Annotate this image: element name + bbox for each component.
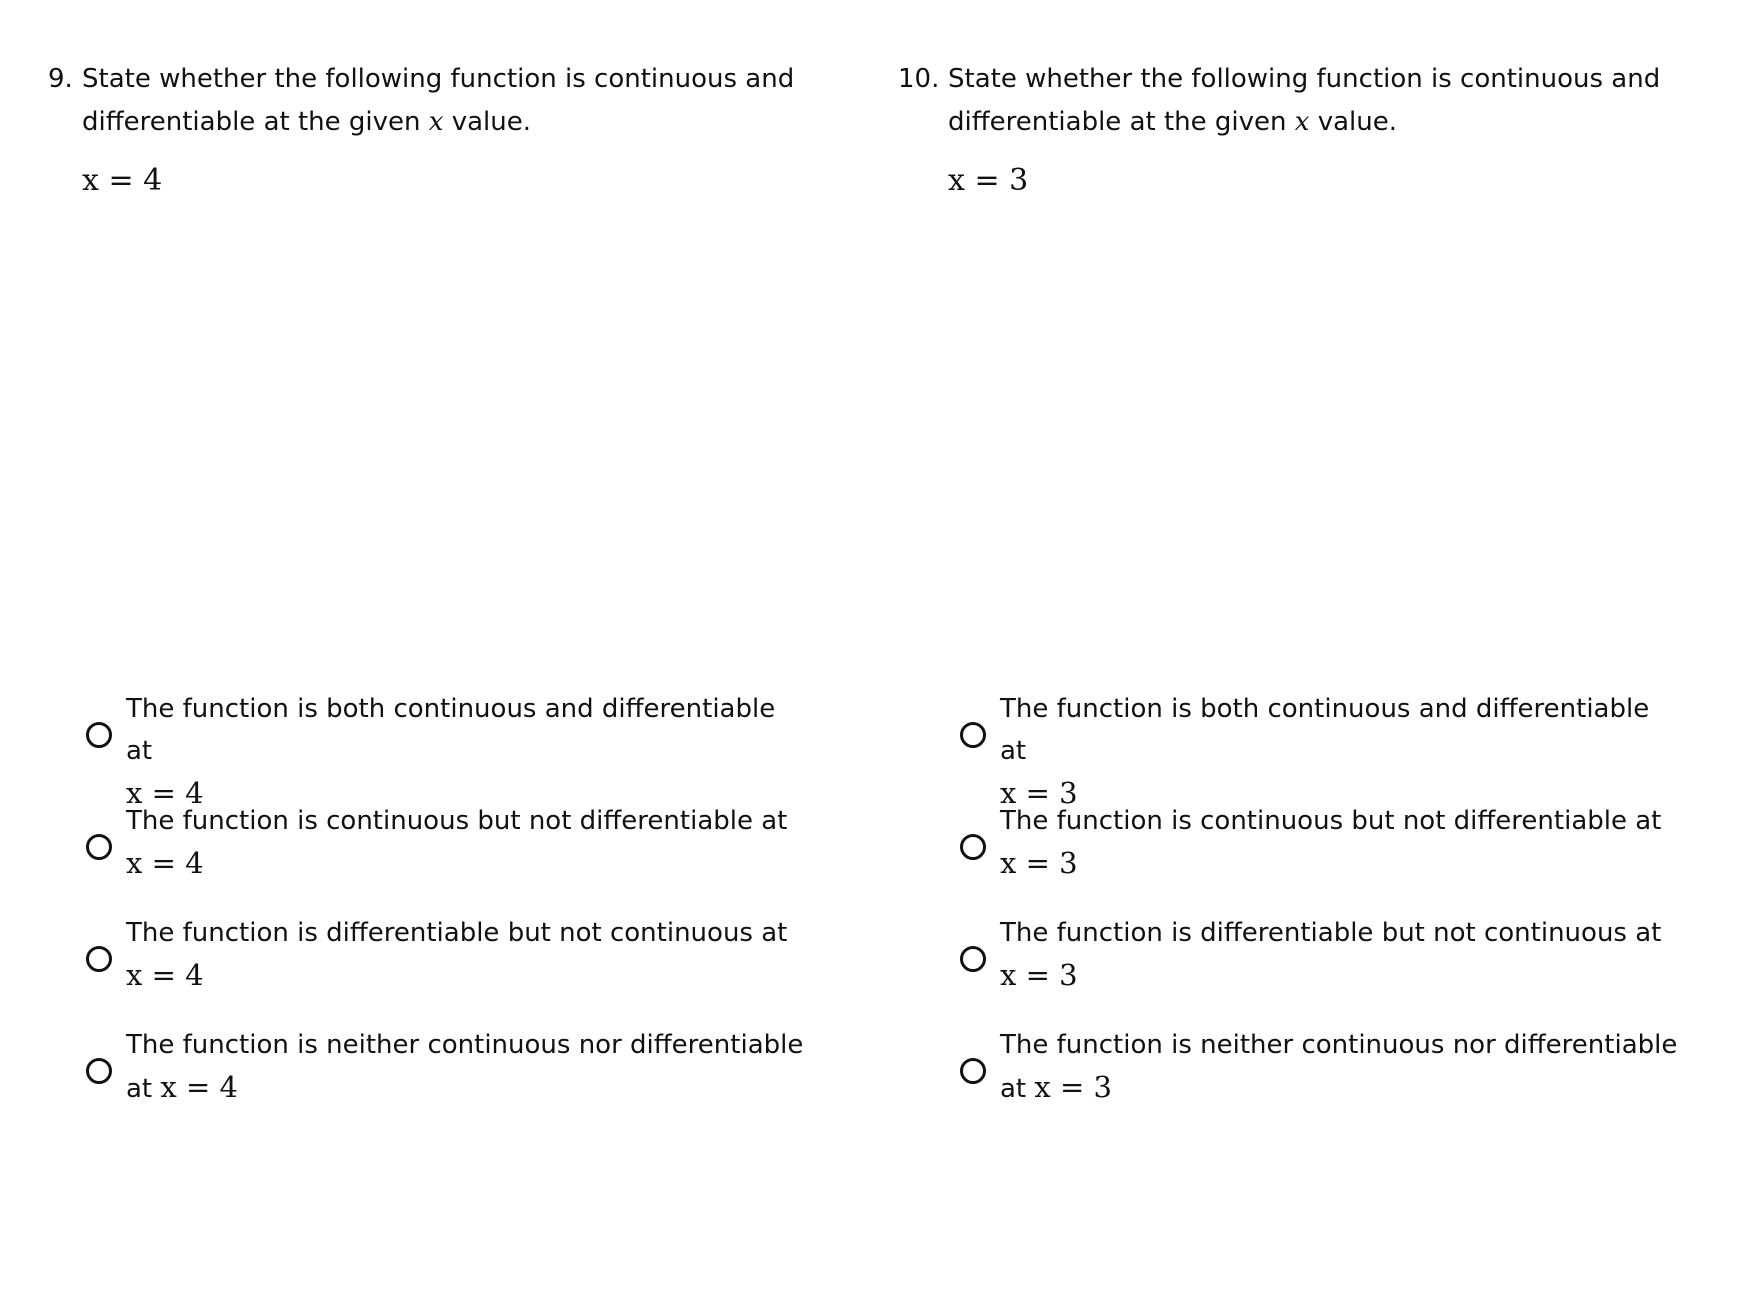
option-label: The function is differentiable but not continuous at x = 3: [1000, 918, 1662, 992]
question-9: [0, 0, 804, 1308]
radio-button[interactable]: [960, 1058, 986, 1084]
answer-options: [86, 696, 806, 1144]
option-both[interactable]: [960, 696, 1680, 808]
option-label: The function is continuous but not differentiable at x = 4: [126, 806, 788, 880]
question-number: 9.: [48, 64, 73, 94]
option-label: The function is neither continuous nor differentiable at x = 4: [126, 1030, 804, 1104]
x-value: x = 4: [82, 163, 163, 198]
option-label: The function is differentiable but not continuous at x = 4: [126, 918, 788, 992]
radio-button[interactable]: [960, 722, 986, 748]
option-differentiable-only[interactable]: [86, 920, 806, 1032]
option-label: The function is both continuous and differentiable at x = 4: [126, 694, 776, 810]
radio-button[interactable]: [960, 946, 986, 972]
option-continuous-only[interactable]: [960, 808, 1680, 920]
option-differentiable-only[interactable]: [960, 920, 1680, 1032]
question-prompt: State whether the following function is continuous and differentiable at the given x value.: [82, 64, 795, 137]
x-value: x = 3: [948, 163, 1029, 198]
radio-button[interactable]: [86, 722, 112, 748]
option-label: The function is continuous but not differentiable at x = 3: [1000, 806, 1662, 880]
option-continuous-only[interactable]: [86, 808, 806, 920]
question-stem: [898, 58, 1698, 201]
question-10: [874, 0, 1678, 1308]
question-stem: [48, 58, 808, 201]
radio-button[interactable]: [86, 834, 112, 860]
radio-button[interactable]: [86, 946, 112, 972]
answer-options: [960, 696, 1680, 1144]
radio-button[interactable]: [960, 834, 986, 860]
option-label: The function is neither continuous nor differentiable at x = 3: [1000, 1030, 1678, 1104]
option-neither[interactable]: [960, 1032, 1680, 1144]
radio-button[interactable]: [86, 1058, 112, 1084]
question-number: 10.: [898, 64, 940, 94]
option-both[interactable]: [86, 696, 806, 808]
option-label: The function is both continuous and differentiable at x = 3: [1000, 694, 1650, 810]
question-prompt: State whether the following function is continuous and differentiable at the given x value.: [948, 64, 1661, 137]
option-neither[interactable]: [86, 1032, 806, 1144]
